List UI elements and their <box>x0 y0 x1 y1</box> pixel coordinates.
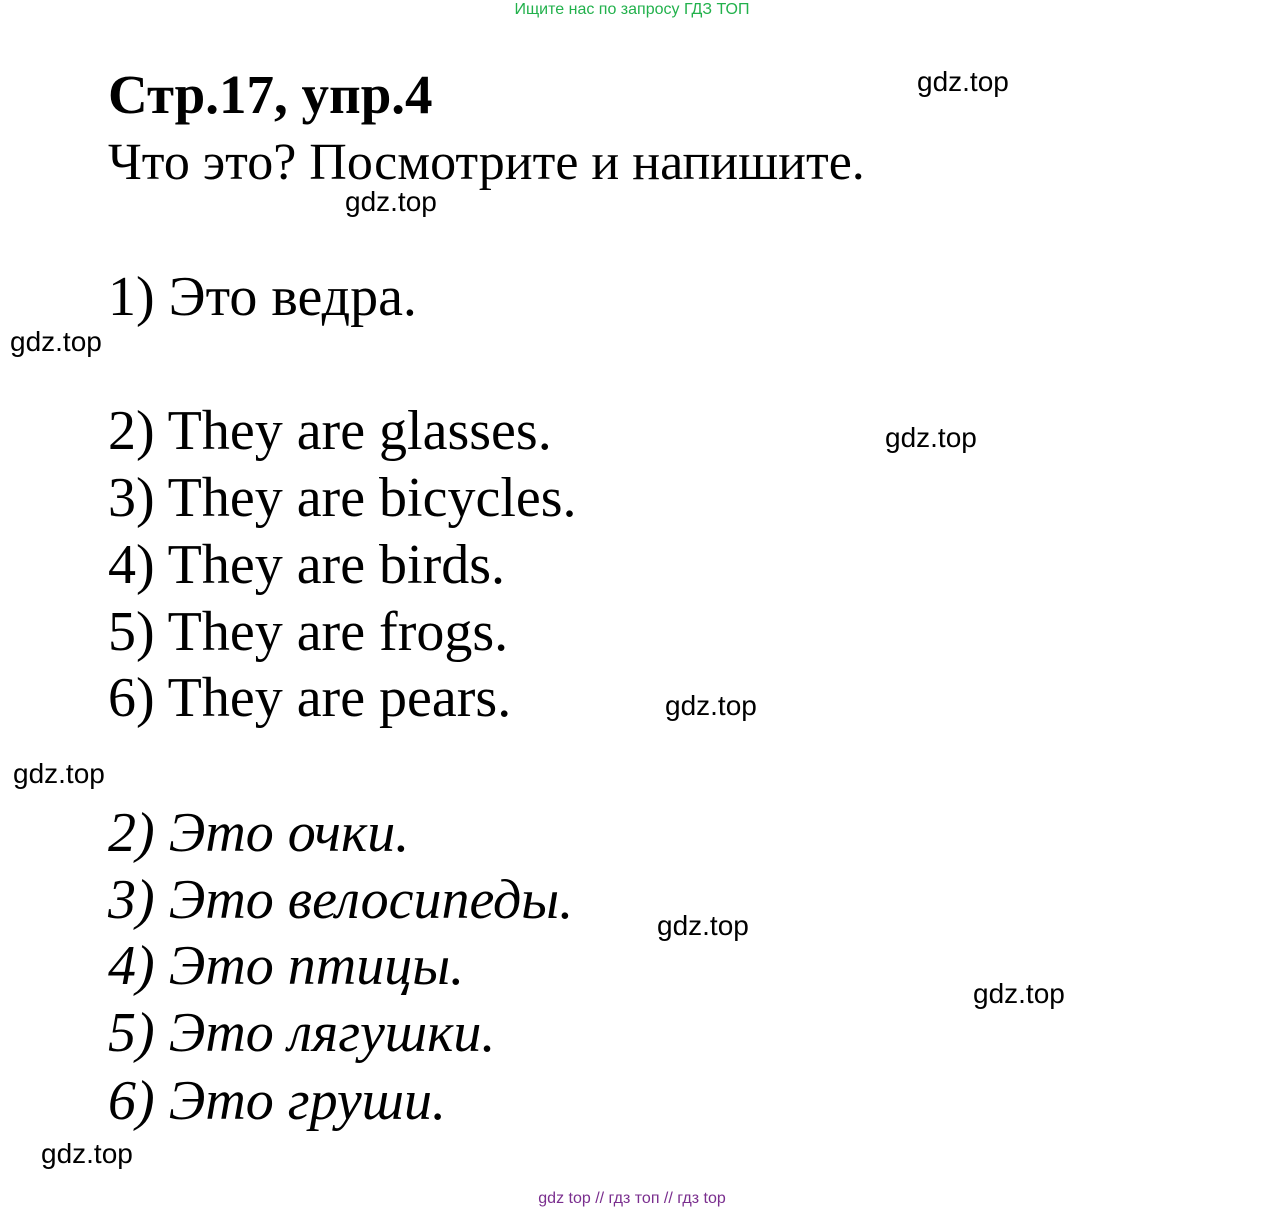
answer-translation-4: 4) Это птицы. <box>108 935 465 997</box>
answer-english-5: 5) They are frogs. <box>108 601 509 663</box>
top-banner: Ищите нас по запросу ГДЗ ТОП <box>514 1 750 18</box>
watermark: gdz.top <box>917 66 1009 97</box>
answer-translation-3: 3) Это велосипеды. <box>108 869 574 931</box>
answer-english-2: 2) They are glasses. <box>108 400 552 462</box>
page-title: Стр.17, упр.4 <box>108 64 433 125</box>
answer-translation-2: 2) Это очки. <box>108 802 410 864</box>
exercise-instruction: Что это? Посмотрите и напишите. <box>108 134 865 191</box>
watermark: gdz.top <box>665 690 757 721</box>
footer-links: gdz top // гдз топ // гдз top <box>538 1190 726 1207</box>
watermark: gdz.top <box>657 910 749 941</box>
watermark: gdz.top <box>345 186 437 217</box>
watermark: gdz.top <box>13 758 105 789</box>
answer-translation-6: 6) Это груши. <box>108 1070 446 1132</box>
watermark: gdz.top <box>885 422 977 453</box>
answer-english-6: 6) They are pears. <box>108 667 512 729</box>
watermark: gdz.top <box>973 978 1065 1009</box>
watermark: gdz.top <box>10 326 102 357</box>
answer-english-3: 3) They are bicycles. <box>108 467 577 529</box>
answer-line-1: 1) Это ведра. <box>108 266 417 328</box>
watermark: gdz.top <box>41 1138 133 1169</box>
answer-translation-5: 5) Это лягушки. <box>108 1002 496 1064</box>
answer-english-4: 4) They are birds. <box>108 534 506 596</box>
